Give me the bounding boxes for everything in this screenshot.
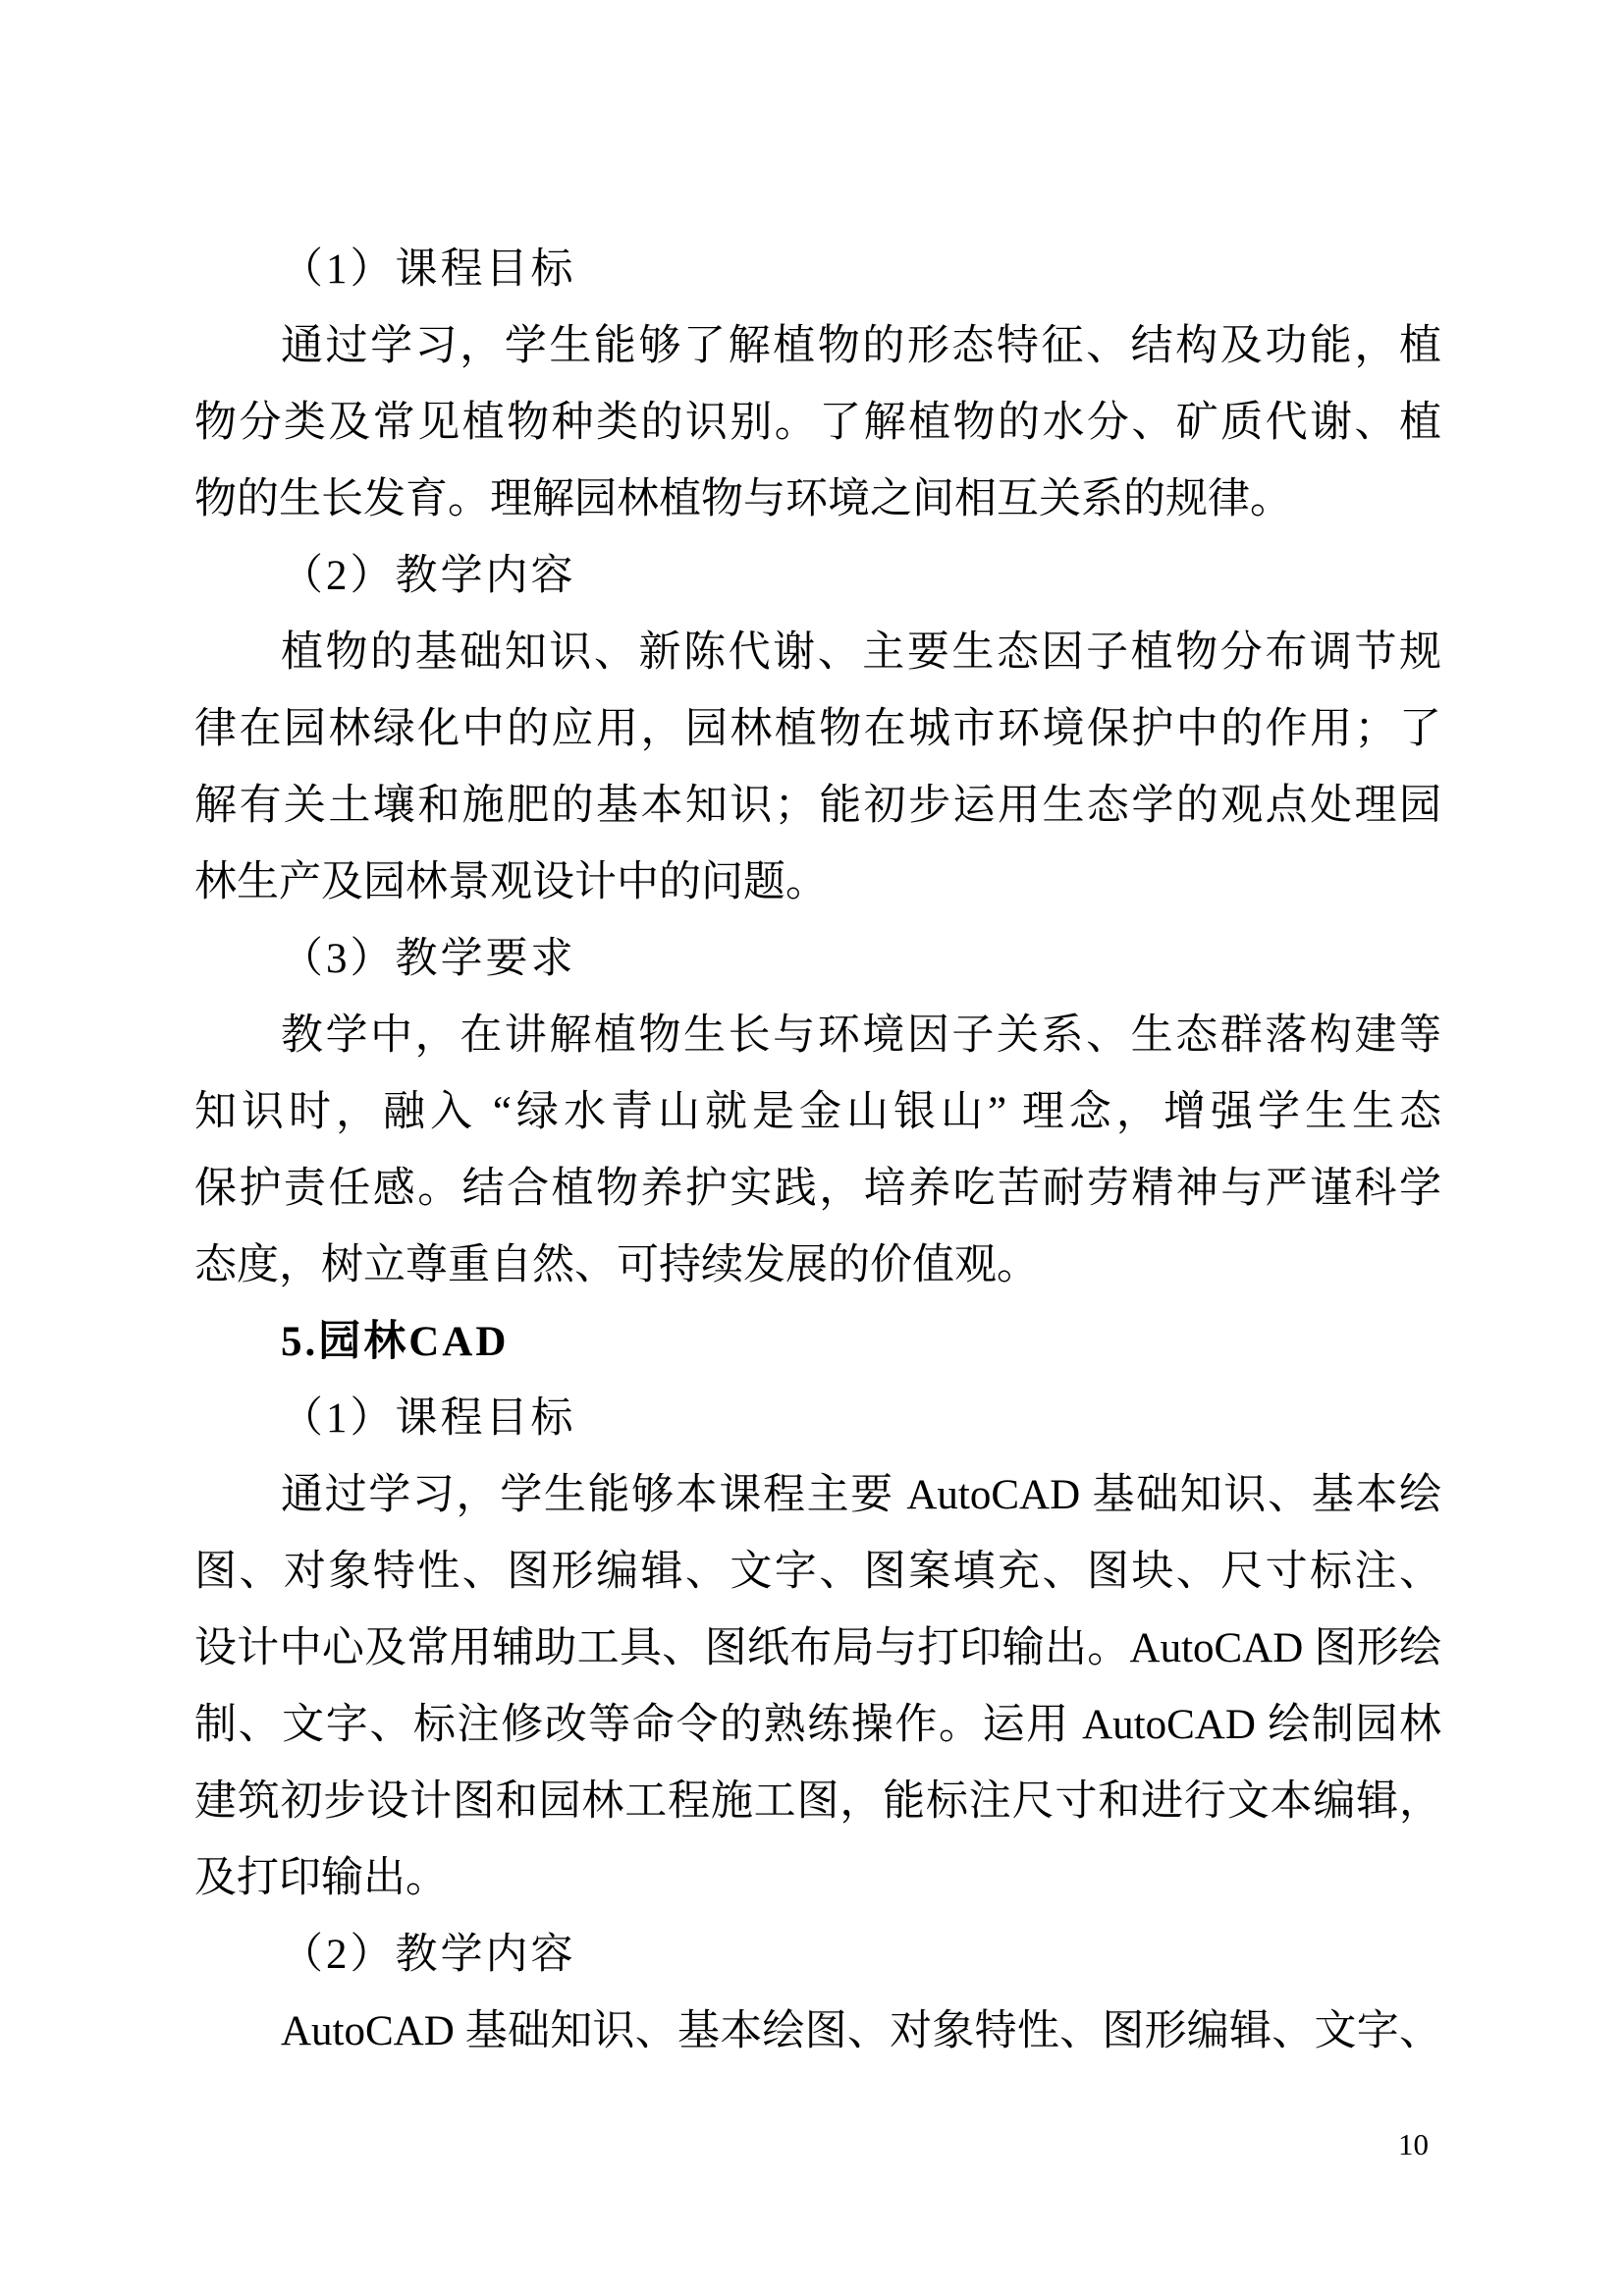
text-line: 及打印输出。 <box>194 1855 448 1901</box>
text-line: （1）课程目标 <box>281 246 576 293</box>
text-line: 物分类及常见植物种类的识别。了解植物的水分、矿质代谢、植 <box>194 400 1441 446</box>
text-line: 物的生长发育。理解园林植物与环境之间相互关系的规律。 <box>194 476 1292 522</box>
text-line: 制、文字、标注修改等命令的熟练操作。运用 AutoCAD 绘制园林 <box>194 1702 1441 1748</box>
text-line: （2）教学内容 <box>281 553 576 599</box>
text-line: AutoCAD 基础知识、基本绘图、对象特性、图形编辑、文字、 <box>281 2008 1441 2054</box>
page-number: 10 <box>1398 2127 1429 2161</box>
text-line: 通过学习，学生能够了解植物的形态特征、结构及功能，植 <box>281 323 1441 369</box>
text-line: 教学中，在讲解植物生长与环境因子关系、生态群落构建等 <box>281 1012 1441 1059</box>
text-line: 通过学习，学生能够本课程主要 AutoCAD 基础知识、基本绘 <box>281 1472 1441 1518</box>
text-line: 图、对象特性、图形编辑、文字、图案填充、图块、尺寸标注、 <box>194 1549 1441 1595</box>
text-line: 知识时，融入 “绿水青山就是金山银山” 理念，增强学生生态 <box>194 1089 1441 1135</box>
text-line: 律在园林绿化中的应用，园林植物在城市环境保护中的作用；了 <box>194 706 1441 752</box>
text-line: 态度，树立尊重自然、可持续发展的价值观。 <box>194 1242 1039 1288</box>
text-line: （3）教学要求 <box>281 936 576 982</box>
text-line: 林生产及园林景观设计中的问题。 <box>194 859 828 905</box>
text-line: （2）教学内容 <box>281 1932 576 1978</box>
text-line: （1）课程目标 <box>281 1395 576 1442</box>
text-line: 5.园林CAD <box>281 1319 510 1365</box>
document-body <box>194 232 1441 2070</box>
text-line: 设计中心及常用辅助工具、图纸布局与打印输出。AutoCAD 图形绘 <box>194 1625 1441 1671</box>
text-line: 建筑初步设计图和园林工程施工图，能标注尺寸和进行文本编辑， <box>194 1778 1441 1825</box>
text-line: 解有关土壤和施肥的基本知识；能初步运用生态学的观点处理园 <box>194 783 1441 829</box>
text-line: 植物的基础知识、新陈代谢、主要生态因子植物分布调节规 <box>281 629 1441 676</box>
text-line: 保护责任感。结合植物养护实践，培养吃苦耐劳精神与严谨科学 <box>194 1166 1441 1212</box>
